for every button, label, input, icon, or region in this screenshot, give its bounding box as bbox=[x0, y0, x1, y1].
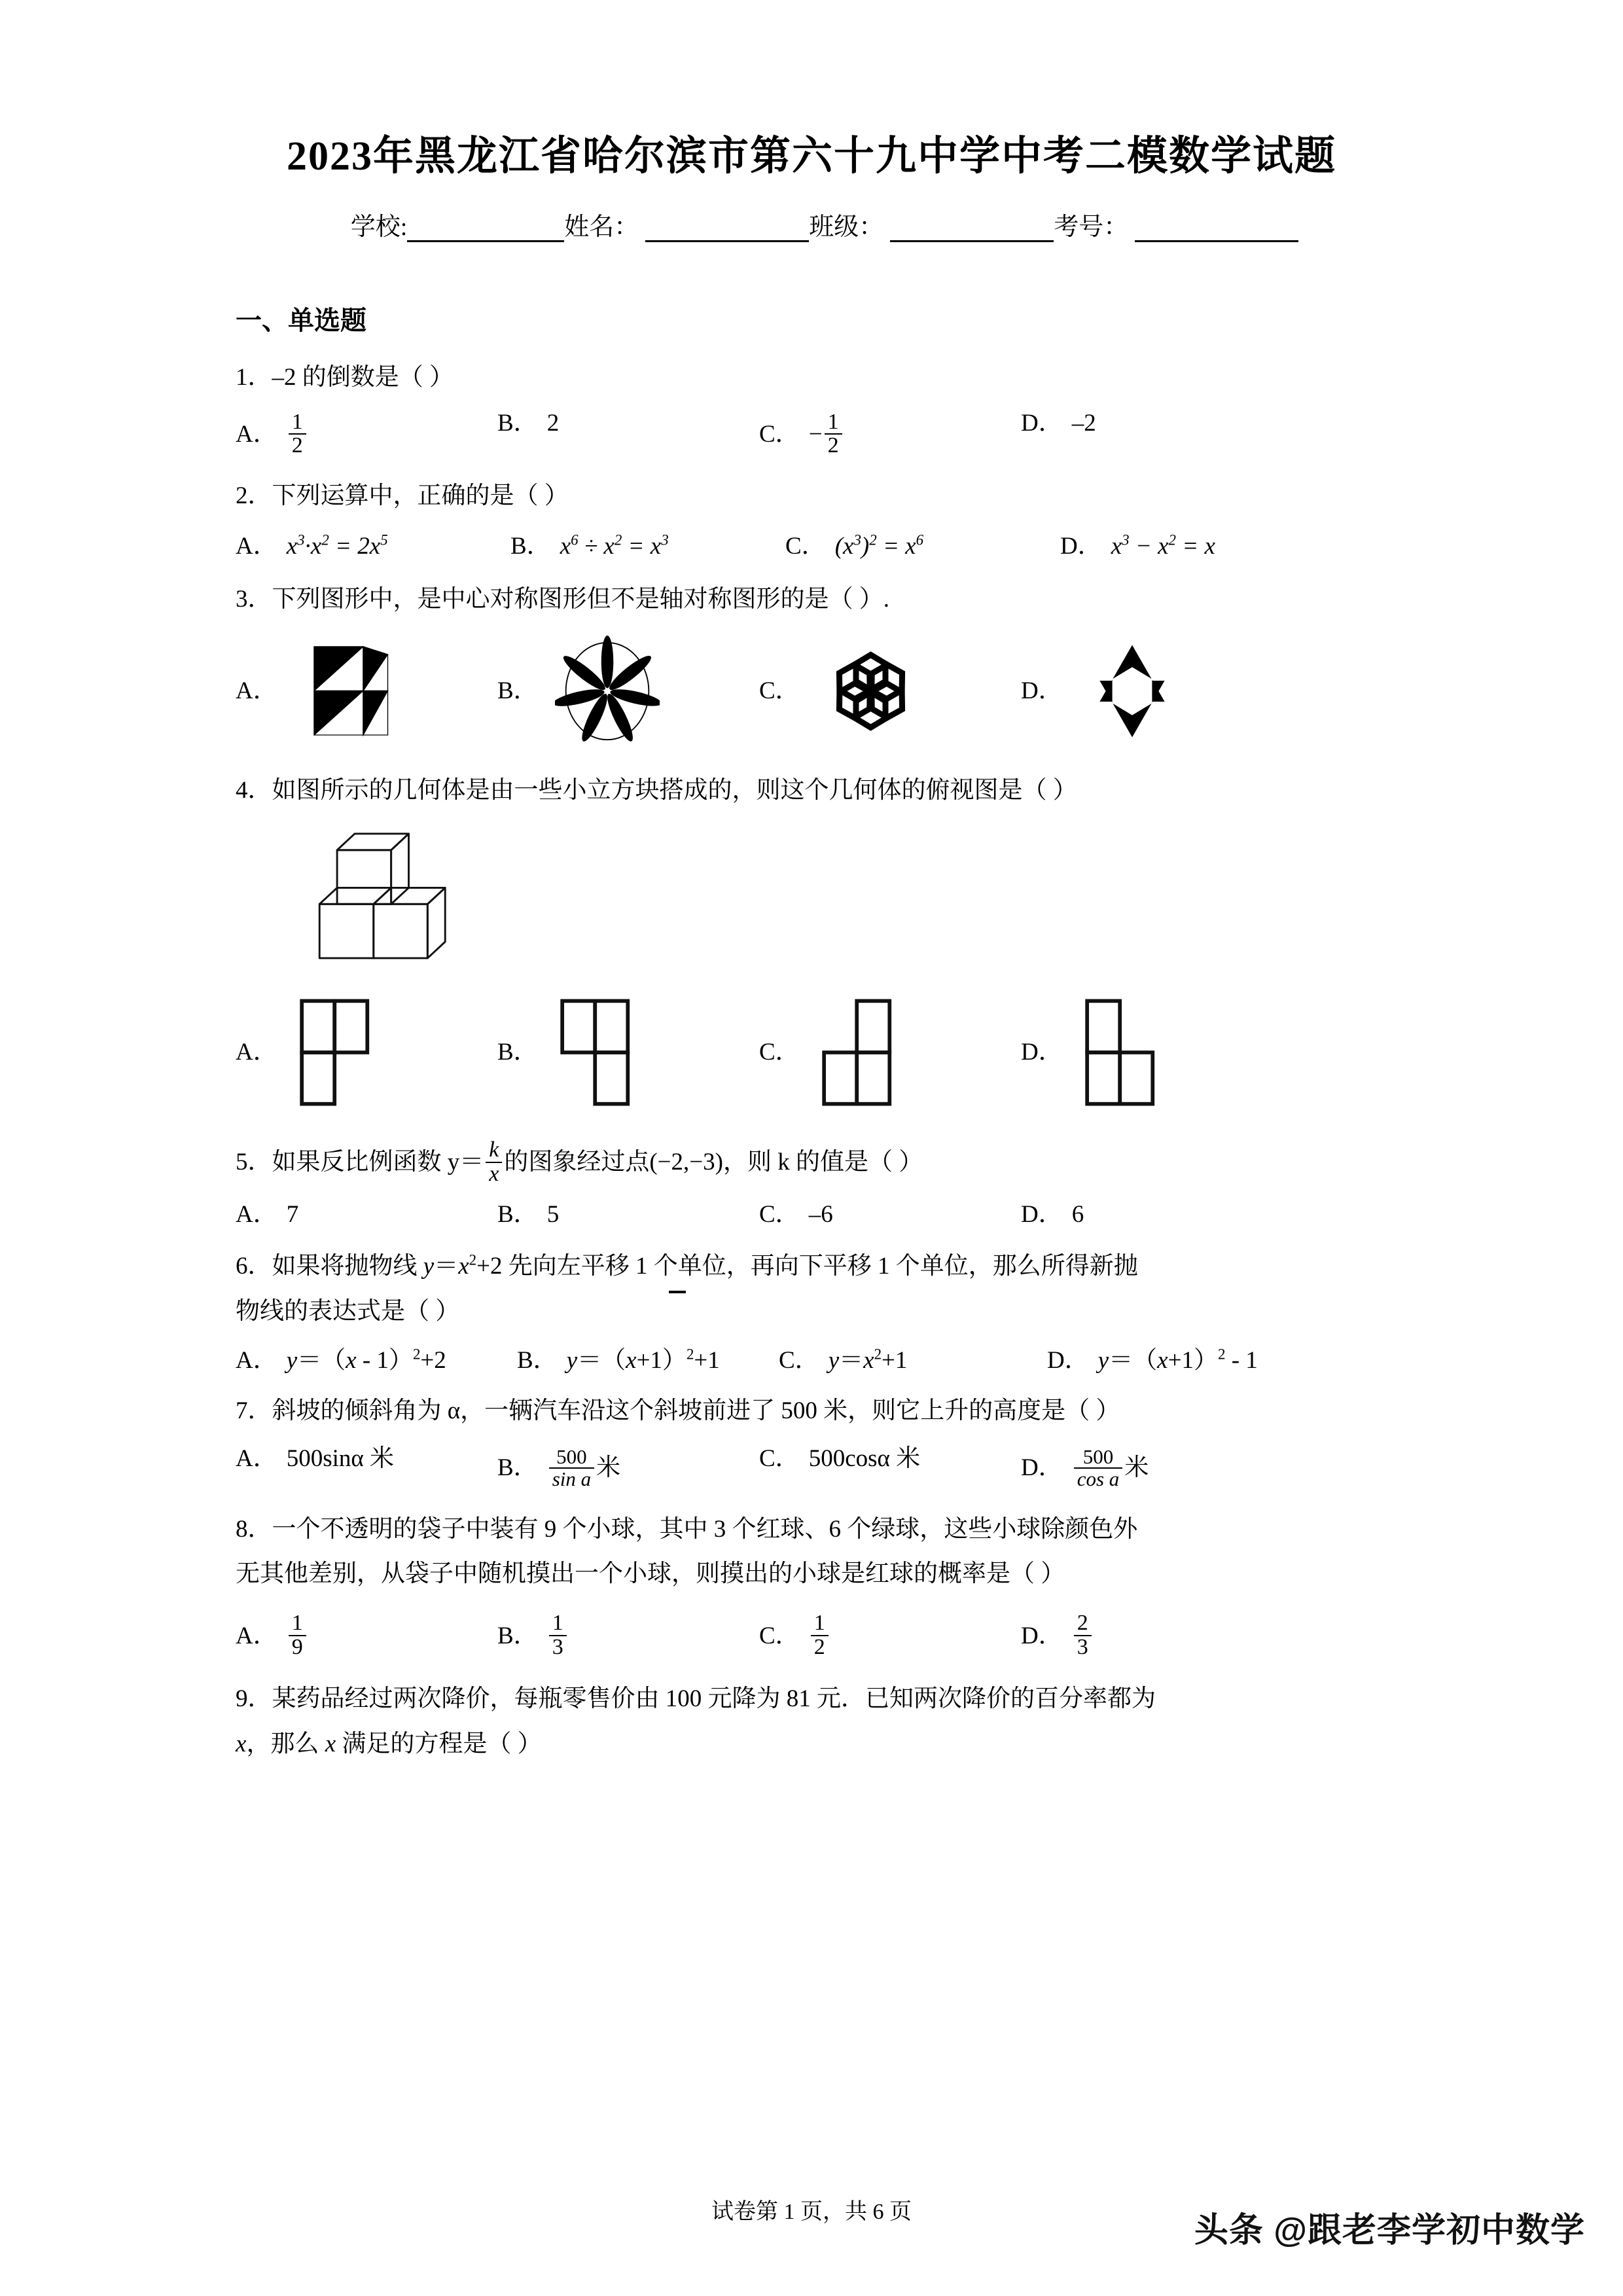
class-blank[interactable] bbox=[890, 218, 1054, 242]
q7-option-c-value: 500cosα 米 bbox=[808, 1445, 921, 1473]
q6-option-b-label: B． bbox=[517, 1347, 558, 1374]
page-title: 2023年黑龙江省哈尔滨市第六十九中学中考二模数学试题 bbox=[286, 134, 1336, 179]
q5-option-d[interactable] bbox=[1021, 1202, 1283, 1227]
q2-option-b[interactable] bbox=[510, 531, 785, 560]
q3-option-d-label: D． bbox=[1021, 677, 1063, 705]
q1-option-a[interactable] bbox=[236, 411, 497, 457]
question-4-options bbox=[236, 996, 1387, 1109]
question-6-text-line2: 物线的表达式是（ ） bbox=[236, 1298, 460, 1325]
question-7-text: 7．斜坡的倾斜角为 α，一辆汽车沿这个斜坡前进了 500 米，则它上升的高度是（ ） bbox=[236, 1397, 1120, 1425]
question-9-text-line1: 9．某药品经过两次降价，每瓶零售价由 100 元降为 81 元．已知两次降价的百分率都为 bbox=[236, 1685, 1156, 1712]
three-cube-stack-figure bbox=[306, 831, 1387, 977]
question-1-options bbox=[236, 411, 1387, 457]
q7-option-c-label: C． bbox=[759, 1445, 800, 1473]
q1-option-c-label: C． bbox=[759, 420, 800, 448]
question-1-text: 1．–2 的倒数是（ ） bbox=[236, 364, 454, 391]
school-field bbox=[351, 206, 565, 242]
name-label: 姓名： bbox=[564, 213, 639, 242]
q6-option-d-label: D． bbox=[1047, 1347, 1089, 1374]
q2-option-d-expr: $x^3 - x^2 = x$ bbox=[1111, 531, 1215, 560]
q3-option-c-label: C． bbox=[759, 677, 800, 705]
page-footer: 试卷第 1 页，共 6 页 bbox=[711, 2200, 912, 2224]
q5-k-over-x-fraction: $\frac{k}{x}$ bbox=[486, 1139, 502, 1185]
q1-option-d[interactable] bbox=[1021, 411, 1283, 435]
q7-option-d-unit: 米 bbox=[1124, 1454, 1149, 1482]
top-view-grid-c-icon bbox=[819, 996, 897, 1109]
hexagon-flower-icon bbox=[817, 636, 925, 747]
q6-option-c-expr: $y=x^2+1$ bbox=[828, 1346, 908, 1374]
q6-option-a-expr: y＝（x - 1）$^2$+2 bbox=[286, 1346, 446, 1374]
q2-option-b-label: B． bbox=[510, 533, 551, 560]
stray-mark bbox=[669, 1291, 686, 1293]
q1-option-b-label: B． bbox=[497, 409, 538, 437]
q8-option-c-label: C． bbox=[759, 1622, 800, 1649]
q1-option-b[interactable] bbox=[497, 411, 759, 435]
q1-option-b-value: 2 bbox=[546, 409, 560, 437]
q6-option-d[interactable] bbox=[1047, 1348, 1258, 1372]
q1-option-c[interactable] bbox=[759, 411, 1021, 457]
q7-option-a-label: A． bbox=[236, 1445, 277, 1473]
question-8-options bbox=[236, 1612, 1387, 1659]
question-7-options bbox=[236, 1446, 1387, 1489]
q3-option-a[interactable] bbox=[236, 637, 497, 745]
q6-option-a[interactable] bbox=[236, 1348, 517, 1372]
school-label: 学校: bbox=[350, 213, 408, 242]
q4-option-b-label: B． bbox=[497, 1039, 538, 1066]
question-4-text: 4．如图所示的几何体是由一些小立方块搭成的，则这个几何体的俯视图是（ ） bbox=[236, 776, 1077, 804]
q7-option-a[interactable] bbox=[236, 1446, 497, 1471]
q5-option-b[interactable] bbox=[497, 1202, 759, 1227]
question-9-text-line2: x，那么 x 满足的方程是（ ） bbox=[236, 1730, 542, 1757]
q7-option-d-label: D． bbox=[1021, 1454, 1063, 1482]
q2-option-d-label: D． bbox=[1060, 533, 1102, 560]
q1-option-a-label: A． bbox=[236, 420, 277, 448]
q7-option-c[interactable] bbox=[759, 1446, 1021, 1471]
q2-option-a-label: A． bbox=[236, 533, 277, 560]
exam-number-label: 考号： bbox=[1054, 213, 1129, 242]
q6-option-a-label: A． bbox=[236, 1347, 277, 1374]
question-5-options bbox=[236, 1202, 1387, 1227]
q7-option-a-value: 500sinα 米 bbox=[286, 1445, 395, 1473]
question-2-options bbox=[236, 531, 1387, 560]
q7-option-b[interactable] bbox=[497, 1446, 759, 1489]
exam-number-field bbox=[1054, 206, 1298, 242]
q5-option-c[interactable] bbox=[759, 1202, 1021, 1227]
question-6-options bbox=[236, 1348, 1387, 1372]
isometric-cubes-icon bbox=[306, 831, 496, 972]
q8-option-a[interactable] bbox=[236, 1612, 497, 1659]
q8-option-b-label: B． bbox=[497, 1622, 538, 1649]
q8-option-c-fraction: $\frac{1}{2}$ bbox=[811, 1612, 829, 1659]
q5-option-d-value: 6 bbox=[1071, 1201, 1084, 1229]
exam-number-blank[interactable] bbox=[1135, 218, 1298, 242]
flower-in-circle-icon bbox=[555, 636, 660, 747]
q1-option-c-fraction: $\frac{1}{2}$ bbox=[825, 411, 842, 457]
q5-option-b-value: 5 bbox=[546, 1201, 560, 1229]
question-6-text-line1: 6．如果将抛物线 $y=x^2+2$ 先向左平移 1 个单位，再向下平移 1 个单位，那么所得新抛 bbox=[236, 1251, 1138, 1280]
q5-option-d-label: D． bbox=[1021, 1201, 1063, 1229]
section-heading: 一、单选题 bbox=[236, 306, 366, 336]
q3-option-b-label: B． bbox=[497, 677, 538, 705]
pinwheel-icon bbox=[294, 637, 393, 745]
q2-option-d[interactable] bbox=[1060, 531, 1215, 560]
q3-option-b[interactable] bbox=[497, 636, 759, 747]
top-view-grid-b-icon bbox=[558, 996, 635, 1109]
q8-option-a-label: A． bbox=[236, 1622, 277, 1649]
q5-option-c-value: –6 bbox=[808, 1201, 833, 1229]
school-blank[interactable] bbox=[407, 218, 564, 242]
q4-option-d[interactable] bbox=[1021, 996, 1283, 1109]
name-blank[interactable] bbox=[645, 218, 809, 242]
question-3-text: 3．下列图形中，是中心对称图形但不是轴对称图形的是（ ）. bbox=[236, 586, 889, 613]
q2-option-c[interactable] bbox=[785, 531, 1060, 560]
q2-option-a[interactable] bbox=[236, 531, 510, 560]
question-5-text bbox=[236, 1139, 1387, 1185]
q8-option-d[interactable] bbox=[1021, 1612, 1283, 1659]
q2-option-c-label: C． bbox=[785, 533, 826, 560]
q1-option-c-sign: − bbox=[808, 420, 823, 448]
q7-option-d-fraction: $\frac{500}{\text{cos a}}$ bbox=[1074, 1446, 1123, 1489]
q1-option-d-label: D． bbox=[1021, 409, 1063, 437]
q8-option-d-label: D． bbox=[1021, 1622, 1063, 1649]
q5-text-before: 5．如果反比例函数 y＝ bbox=[236, 1148, 484, 1175]
q7-option-b-fraction: $\frac{500}{\text{sin a}}$ bbox=[549, 1446, 594, 1489]
q4-option-a-label: A． bbox=[236, 1039, 277, 1066]
q2-option-c-expr: $(x^3)^2 = x^6$ bbox=[834, 531, 924, 560]
question-3-options bbox=[236, 636, 1387, 747]
six-point-star-icon bbox=[1080, 639, 1185, 744]
name-field bbox=[564, 206, 809, 242]
q3-option-a-label: A． bbox=[236, 677, 277, 705]
question-2-text: 2．下列运算中，正确的是（ ） bbox=[236, 482, 569, 509]
q4-option-c-label: C． bbox=[759, 1039, 800, 1066]
q7-option-b-unit: 米 bbox=[596, 1454, 621, 1482]
q8-option-b[interactable] bbox=[497, 1612, 759, 1659]
q6-option-b-expr: $y=(x+1)^2+1$ bbox=[566, 1346, 720, 1374]
q2-option-b-expr: $x^6 \div x^2 = x^3$ bbox=[560, 531, 669, 560]
q6-option-d-expr: $y=(x+1)^2 - 1$ bbox=[1097, 1346, 1258, 1374]
q7-option-b-label: B． bbox=[497, 1454, 538, 1482]
watermark-text: 头条 @跟老李学初中数学 bbox=[1194, 2212, 1585, 2250]
class-field bbox=[809, 206, 1054, 242]
q3-option-d[interactable] bbox=[1021, 639, 1283, 744]
q5-option-a-label: A． bbox=[236, 1201, 277, 1229]
q2-option-a-expr: $x^3\cdot x^2 = 2x^5$ bbox=[286, 531, 388, 560]
q4-option-b[interactable] bbox=[497, 996, 759, 1109]
top-view-grid-d-icon bbox=[1082, 996, 1160, 1109]
q5-option-a[interactable] bbox=[236, 1202, 497, 1227]
top-view-grid-a-icon bbox=[297, 996, 374, 1109]
q3-option-c[interactable] bbox=[759, 636, 1021, 747]
student-info-line bbox=[0, 206, 1623, 242]
q4-option-d-label: D． bbox=[1021, 1039, 1063, 1066]
q8-option-d-fraction: $\frac{2}{3}$ bbox=[1074, 1612, 1092, 1659]
class-label: 班级： bbox=[809, 213, 884, 242]
q6-option-c-label: C． bbox=[779, 1347, 819, 1374]
q5-option-b-label: B． bbox=[497, 1201, 538, 1229]
q4-option-c[interactable] bbox=[759, 996, 1021, 1109]
q4-option-a[interactable] bbox=[236, 996, 497, 1109]
q1-option-d-value: –2 bbox=[1071, 409, 1096, 437]
question-8-text-line1: 8．一个不透明的袋子中装有 9 个小球，其中 3 个红球、6 个绿球，这些小球除颜色外 bbox=[236, 1515, 1138, 1543]
q8-option-a-fraction: $\frac{1}{9}$ bbox=[289, 1612, 306, 1659]
q5-text-after: 的图象经过点(−2,−3)，则 k 的值是（ ） bbox=[504, 1148, 923, 1175]
q6-option-b[interactable] bbox=[517, 1348, 779, 1372]
q5-option-c-label: C． bbox=[759, 1201, 800, 1229]
q8-option-c[interactable] bbox=[759, 1612, 1021, 1659]
exam-content bbox=[236, 242, 1387, 1765]
q7-option-d[interactable] bbox=[1021, 1446, 1149, 1489]
q5-option-a-value: 7 bbox=[286, 1201, 299, 1229]
q8-option-b-fraction: $\frac{1}{3}$ bbox=[549, 1612, 567, 1659]
q1-option-a-fraction: $\frac{1}{2}$ bbox=[289, 411, 306, 457]
question-8-text-line2: 无其他差别，从袋子中随机摸出一个小球，则摸出的小球是红球的概率是（ ） bbox=[236, 1560, 1065, 1588]
q6-option-c[interactable] bbox=[779, 1348, 1047, 1372]
